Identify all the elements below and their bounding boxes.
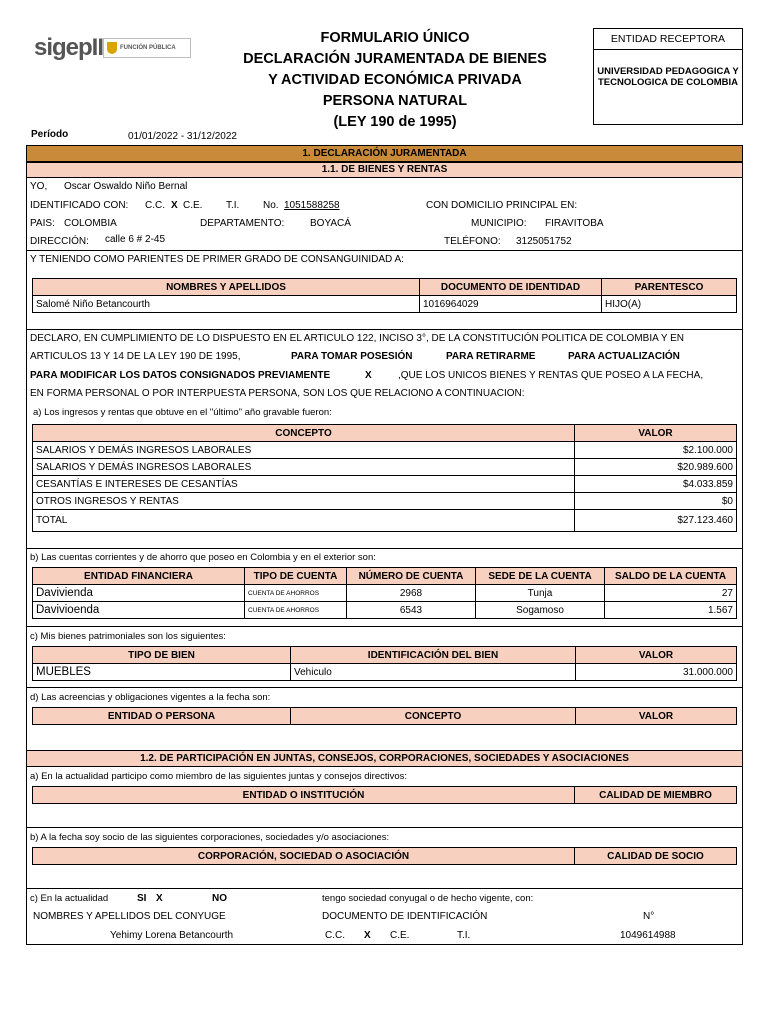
table-row xyxy=(33,664,737,681)
cell: 2968 xyxy=(347,585,476,602)
conyuge-cc: C.C. xyxy=(325,930,345,941)
entidad-receptora-box xyxy=(593,28,743,125)
acreencias-table xyxy=(32,707,737,725)
cc-label: C.C. xyxy=(145,200,165,211)
no-label: No. xyxy=(263,200,279,211)
telefono-label: TELÉFONO: xyxy=(444,236,501,247)
cell: 1.567 xyxy=(605,602,737,619)
col-header: VALOR xyxy=(576,708,737,725)
parientes-text: Y TENIENDO COMO PARIENTES DE PRIMER GRADO DE CONSANGUINIDAD A: xyxy=(30,254,404,265)
cell: $20.989.600 xyxy=(575,459,737,476)
n-label: N° xyxy=(643,911,655,922)
col-header: CONCEPTO xyxy=(291,708,576,725)
table-row xyxy=(33,493,737,510)
direccion-label: DIRECCIÓN: xyxy=(30,236,89,247)
conyuge-ce: C.E. xyxy=(390,930,410,941)
municipio-label: MUNICIPIO: xyxy=(471,218,527,229)
juntas-text: a) En la actualidad participo como miembro de las siguientes juntas y consejos directivos: xyxy=(30,771,408,782)
conyuge-label: NOMBRES Y APELLIDOS DEL CONYUGE xyxy=(33,911,226,922)
declarant-name: Oscar Oswaldo Niño Bernal xyxy=(64,181,188,192)
cell: $4.033.859 xyxy=(575,476,737,493)
cell: CUENTA DE AHORROS xyxy=(245,585,347,602)
bienes-table xyxy=(32,646,737,681)
ce-label: C.E. xyxy=(183,200,203,211)
table-row xyxy=(33,459,737,476)
sigep-logo: sigepII xyxy=(34,34,104,61)
conyuge-cc-mark: X xyxy=(364,930,371,941)
form-title: FORMULARIO ÚNICO DECLARACIÓN JURAMENTADA DE BIENES Y ACTIVIDAD ECONÓMICA PRIVADA PERSONA NATURAL (LEY 190 de 1995) xyxy=(243,30,547,130)
no-option: NO xyxy=(212,893,227,904)
ingresos-table xyxy=(32,424,737,532)
cc-mark: X xyxy=(171,200,178,211)
cell: 31.000.000 xyxy=(576,664,737,681)
acreencias-text: d) Las acreencias y obligaciones vigentes a la fecha son: xyxy=(30,692,271,703)
socio-text: b) A la fecha soy socio de las siguientes corporaciones, sociedades y/o asociaciones: xyxy=(30,832,390,843)
declaro-line1: DECLARO, EN CUMPLIMIENTO DE LO DISPUESTO EN EL ARTICULO 122, INCISO 3°, DE LA CONSTITUCIÓN POLITICA DE COLOMBIA Y EN xyxy=(30,333,684,344)
pais-value: COLOMBIA xyxy=(64,218,117,229)
id-number: 1051588258 xyxy=(284,200,340,211)
depto-label: DEPARTAMENTO: xyxy=(200,218,285,229)
direccion-value: calle 6 # 2-45 xyxy=(105,234,166,245)
cell: $27.123.460 xyxy=(575,510,737,532)
table-row xyxy=(33,442,737,459)
yo-label: YO, xyxy=(30,181,48,192)
identificado-label: IDENTIFICADO CON: xyxy=(30,200,129,211)
retirarme-option: PARA RETIRARME xyxy=(446,351,536,362)
cell: TOTAL xyxy=(33,510,575,532)
declaro-line4: EN FORMA PERSONAL O POR INTERPUESTA PERSONA, SON LOS QUE RELACIONO A CONTINUACION: xyxy=(30,388,525,399)
doc-label: DOCUMENTO DE IDENTIFICACIÓN xyxy=(322,911,488,922)
cell: Tunja xyxy=(476,585,605,602)
pais-label: PAIS: xyxy=(30,218,55,229)
col-header: IDENTIFICACIÓN DEL BIEN xyxy=(291,647,576,664)
col-header: TIPO DE BIEN xyxy=(33,647,291,664)
col-header: NÚMERO DE CUENTA xyxy=(347,568,476,585)
modificar-mark: X xyxy=(365,370,372,381)
section11-title: 1.1. DE BIENES Y RENTAS xyxy=(26,162,743,178)
conyuge-name: Yehimy Lorena Betancourth xyxy=(110,930,234,941)
table-row xyxy=(33,602,737,619)
col-header: SEDE DE LA CUENTA xyxy=(476,568,605,585)
cuentas-table xyxy=(32,567,737,619)
section1-title: 1. DECLARACIÓN JURAMENTADA xyxy=(26,145,743,162)
col-header: VALOR xyxy=(575,425,737,442)
cell: $0 xyxy=(575,493,737,510)
cell: OTROS INGRESOS Y RENTAS xyxy=(33,493,575,510)
conyuge-number: 1049614988 xyxy=(620,930,676,941)
declaro-line2: ARTICULOS 13 Y 14 DE LA LEY 190 DE 1995, xyxy=(30,351,241,362)
col-header: PARENTESCO xyxy=(602,279,737,296)
cell: HIJO(A) xyxy=(602,296,737,313)
cell: CESANTÍAS E INTERESES DE CESANTÍAS xyxy=(33,476,575,493)
sociedad-text: tengo sociedad conyugal o de hecho vigente, con: xyxy=(322,893,534,904)
posesion-option: PARA TOMAR POSESIÓN xyxy=(291,351,413,362)
col-header: CORPORACIÓN, SOCIEDAD O ASOCIACIÓN xyxy=(33,848,575,865)
table-row xyxy=(33,585,737,602)
divider xyxy=(26,687,743,688)
ingresos-text: a) Los ingresos y rentas que obtuve en el "último" año gravable fueron: xyxy=(33,407,332,418)
periodo-label: Período xyxy=(31,129,69,140)
funcion-publica-logo: FUNCIÓN PÚBLICA xyxy=(103,38,191,58)
cell: $2.100.000 xyxy=(575,442,737,459)
divider xyxy=(26,548,743,549)
col-header: CALIDAD DE SOCIO xyxy=(575,848,737,865)
cell: Davivienda xyxy=(33,585,245,602)
cell: 6543 xyxy=(347,602,476,619)
cell: 1016964029 xyxy=(420,296,602,313)
col-header: ENTIDAD O INSTITUCIÓN xyxy=(33,787,575,804)
cell: SALARIOS Y DEMÁS INGRESOS LABORALES xyxy=(33,459,575,476)
ti-label: T.I. xyxy=(226,200,240,211)
juntas-table xyxy=(32,786,737,804)
depto-value: BOYACÁ xyxy=(310,218,351,229)
cell: Salomé Niño Betancourth xyxy=(33,296,420,313)
actualidad-text: c) En la actualidad xyxy=(30,893,109,904)
col-header: SALDO DE LA CUENTA xyxy=(605,568,737,585)
col-header: ENTIDAD O PERSONA xyxy=(33,708,291,725)
table-row xyxy=(33,296,737,313)
municipio-value: FIRAVITOBA xyxy=(545,218,604,229)
col-header: VALOR xyxy=(576,647,737,664)
si-option: SI xyxy=(137,893,147,904)
divider xyxy=(26,626,743,627)
divider xyxy=(26,827,743,828)
cuentas-text: b) Las cuentas corrientes y de ahorro que poseo en Colombia y en el exterior son: xyxy=(30,552,376,563)
entidad-value: UNIVERSIDAD PEDAGOGICA Y TECNOLOGICA DE COLOMBIA xyxy=(597,66,739,88)
declaro-line3: ,QUE LOS UNICOS BIENES Y RENTAS QUE POSEO A LA FECHA, xyxy=(398,370,704,381)
cell: SALARIOS Y DEMÁS INGRESOS LABORALES xyxy=(33,442,575,459)
conyuge-ti: T.I. xyxy=(457,930,471,941)
cell: Davivioenda xyxy=(33,602,245,619)
domicilio-label: CON DOMICILIO PRINCIPAL EN: xyxy=(426,200,578,211)
section12-title: 1.2. DE PARTICIPACIÓN EN JUNTAS, CONSEJOS, CORPORACIONES, SOCIEDADES Y ASOCIACIONES xyxy=(26,750,743,767)
cell: MUEBLES xyxy=(33,664,291,681)
cell: 27 xyxy=(605,585,737,602)
form-frame xyxy=(26,145,743,945)
parientes-table xyxy=(32,278,737,313)
divider xyxy=(26,888,743,889)
divider xyxy=(26,250,743,251)
table-row xyxy=(33,476,737,493)
modificar-option: PARA MODIFICAR LOS DATOS CONSIGNADOS PREVIAMENTE xyxy=(30,370,331,381)
table-row xyxy=(33,510,737,532)
col-header: DOCUMENTO DE IDENTIDAD xyxy=(420,279,602,296)
col-header: ENTIDAD FINANCIERA xyxy=(33,568,245,585)
col-header: CONCEPTO xyxy=(33,425,575,442)
cell: CUENTA DE AHORROS xyxy=(245,602,347,619)
col-header: NOMBRES Y APELLIDOS xyxy=(33,279,420,296)
cell: Sogamoso xyxy=(476,602,605,619)
shield-icon xyxy=(107,42,117,54)
divider xyxy=(26,329,743,330)
socio-table xyxy=(32,847,737,865)
cell: Vehiculo xyxy=(291,664,576,681)
col-header: TIPO DE CUENTA xyxy=(245,568,347,585)
telefono-value: 3125051752 xyxy=(516,236,572,247)
actualizacion-option: PARA ACTUALIZACIÓN xyxy=(568,351,680,362)
si-mark: X xyxy=(156,893,163,904)
periodo-value: 01/01/2022 - 31/12/2022 xyxy=(128,131,237,142)
col-header: CALIDAD DE MIEMBRO xyxy=(575,787,737,804)
entidad-label: ENTIDAD RECEPTORA xyxy=(594,29,742,50)
bienes-text: c) Mis bienes patrimoniales son los siguientes: xyxy=(30,631,226,642)
